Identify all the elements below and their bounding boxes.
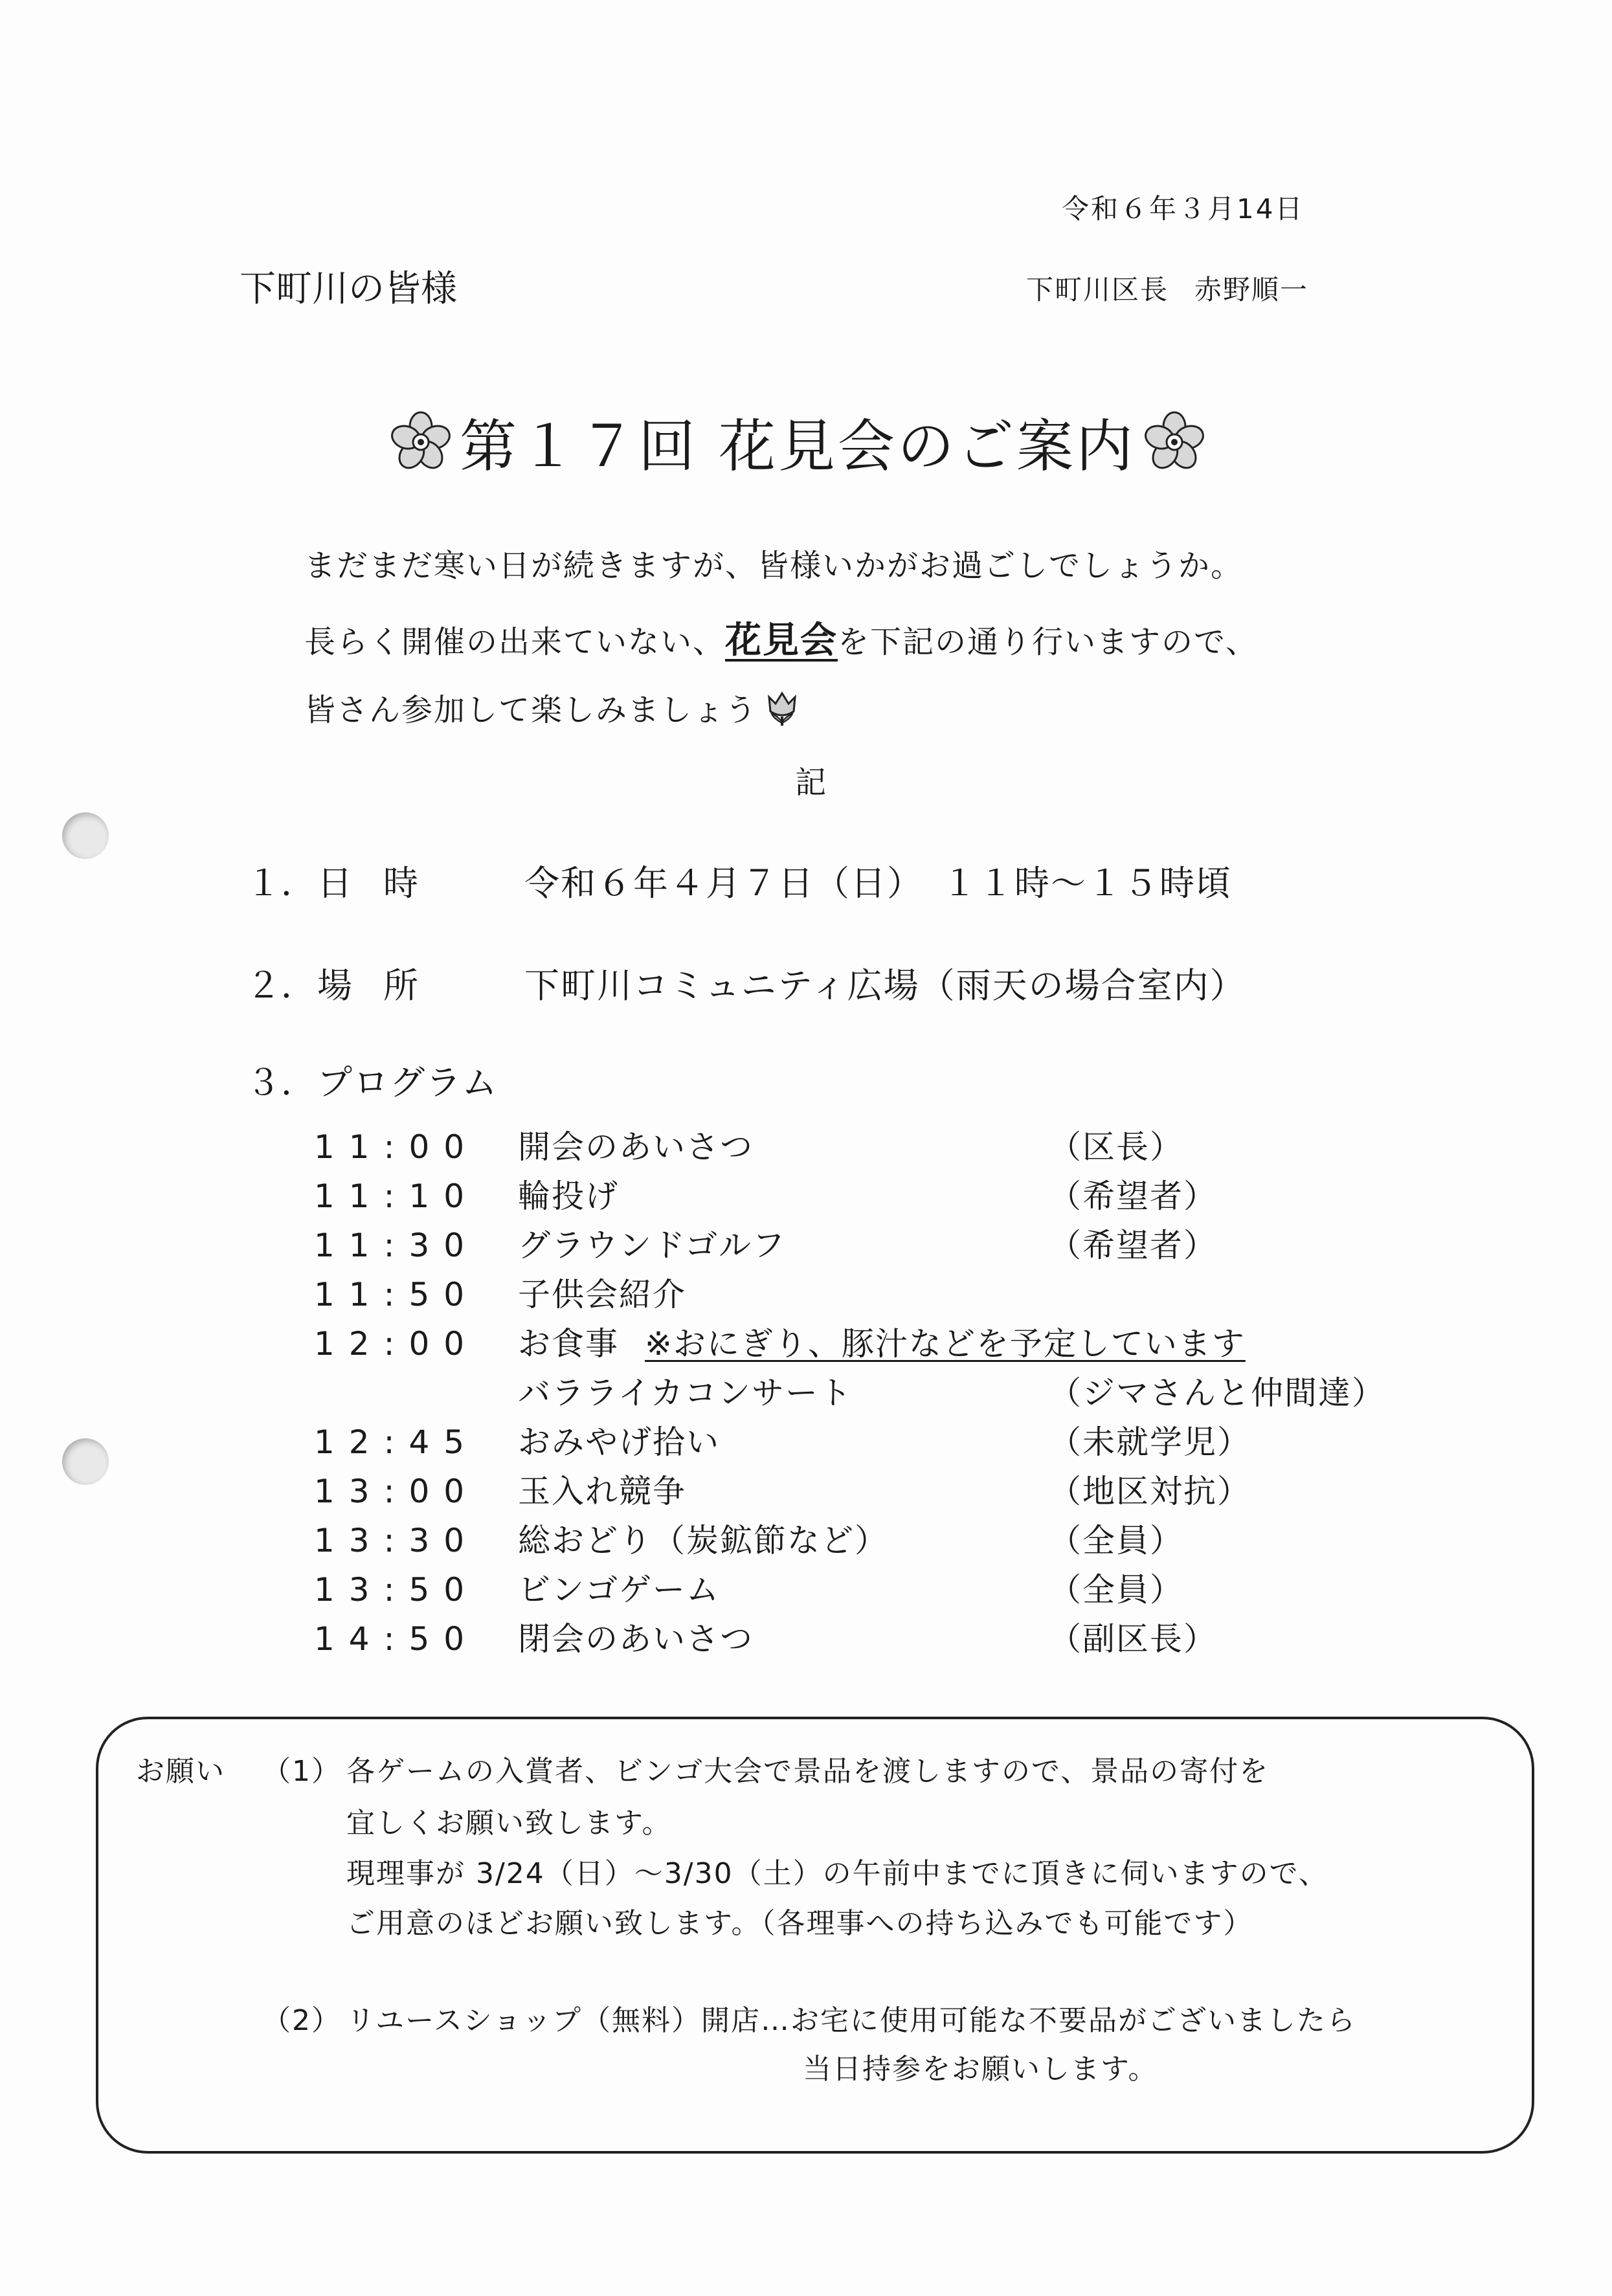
program-event-name: 閉会のあいさつ xyxy=(518,1620,754,1658)
notice-item-1-line-3: 現理事が 3/24（日）～3/30（土）の午前中までに頂きに伺いますので、 xyxy=(346,1857,1328,1890)
program-event-name: おみやげ拾い xyxy=(518,1423,720,1461)
program-event-name: 玉入れ競争 xyxy=(518,1473,686,1510)
program-participants: （希望者） xyxy=(1049,1227,1217,1264)
notice-item-2-line-1: リユースショップ（無料）開店…お宅に使用可能な不要品がございましたら xyxy=(346,2004,1357,2037)
program-event-name: お食事 xyxy=(518,1325,619,1363)
item-label: 日時 xyxy=(317,863,449,904)
program-time: 11:10 xyxy=(314,1177,479,1215)
item-number: ２． xyxy=(246,965,316,1006)
sender-name: 赤野順一 xyxy=(1194,274,1309,306)
punch-hole-lower xyxy=(62,1438,109,1485)
program-event xyxy=(518,1620,754,1658)
notice-item-1-line-1: 各ゲームの入賞者、ビンゴ大会で景品を渡しますので、景品の寄付を xyxy=(346,1755,1270,1788)
program-event-note: ※おにぎり、豚汁などを予定しています xyxy=(645,1325,1246,1363)
program-time: 13:30 xyxy=(314,1522,479,1559)
program-time: 13:50 xyxy=(314,1571,479,1609)
punch-hole-upper xyxy=(62,812,109,859)
tulip-icon xyxy=(763,688,801,727)
program-event-name: バラライカコンサート xyxy=(518,1374,853,1412)
item-value: 令和６年４月７日（日） １１時～１５時頃 xyxy=(524,863,1232,904)
program-event xyxy=(518,1324,1246,1363)
program-participants: （副区長） xyxy=(1049,1620,1217,1658)
program-time: 12:00 xyxy=(314,1325,479,1363)
program-event xyxy=(518,1472,686,1511)
item-datetime xyxy=(246,856,1232,906)
notice-item-1-line-4: ご用意のほどお願い致します。（各理事への持ち込みでも可能です） xyxy=(346,1907,1253,1940)
intro-text: 長らく開催の出来ていない、 xyxy=(304,624,726,660)
program-event-name: 子供会紹介 xyxy=(518,1276,686,1313)
program-event-name: グラウンドゴルフ xyxy=(518,1227,786,1264)
cherry-blossom-icon xyxy=(388,410,453,474)
notice-label: お願い xyxy=(136,1755,225,1788)
page-title xyxy=(388,401,1207,483)
program-participants: （地区対抗） xyxy=(1049,1473,1251,1510)
item-label: プログラム xyxy=(317,1062,498,1103)
intro-line-3 xyxy=(304,685,801,730)
program-time: 11:50 xyxy=(314,1276,479,1313)
program-event xyxy=(518,1226,786,1265)
document-date: 令和６年３月14日 xyxy=(1062,193,1304,225)
intro-text: を下記の通り行いますので、 xyxy=(838,624,1259,660)
sender xyxy=(1026,269,1308,307)
intro-text: 皆さん参加して楽しみましょう xyxy=(304,692,758,728)
program-time: 12:45 xyxy=(314,1423,479,1461)
program-participants: （ジマさんと仲間達） xyxy=(1049,1374,1385,1412)
program-time: 11:30 xyxy=(314,1227,479,1264)
program-participants: （区長） xyxy=(1049,1128,1183,1166)
program-event-name: 開会のあいさつ xyxy=(518,1128,754,1166)
notice-item-1-number: （1） xyxy=(262,1755,341,1788)
program-event xyxy=(518,1177,619,1216)
sender-title: 下町川区長 xyxy=(1026,274,1169,306)
program-event xyxy=(518,1423,720,1462)
item-program xyxy=(246,1055,498,1105)
program-participants: （未就学児） xyxy=(1049,1423,1251,1461)
title-text: 第１７回 花見会のご案内 xyxy=(460,413,1136,480)
addressee: 下町川の皆様 xyxy=(240,268,457,310)
program-event xyxy=(518,1128,754,1166)
intro-line-2 xyxy=(304,612,1258,663)
program-event-name: 総おどり（炭鉱節など） xyxy=(518,1522,888,1559)
program-participants: （希望者） xyxy=(1049,1177,1217,1215)
notice-item-2-line-2: 当日持参をお願いします。 xyxy=(803,2053,1158,2086)
event-name-emphasis: 花見会 xyxy=(725,619,838,662)
item-place xyxy=(246,958,1246,1008)
program-event xyxy=(518,1521,888,1560)
program-event xyxy=(518,1275,686,1314)
program-event-name: 輪投げ xyxy=(518,1177,619,1215)
program-time: 13:00 xyxy=(314,1473,479,1510)
program-time: 11:00 xyxy=(314,1128,479,1166)
program-participants: （全員） xyxy=(1049,1522,1183,1559)
item-label: 場所 xyxy=(317,965,449,1006)
program-participants: （全員） xyxy=(1049,1571,1183,1609)
program-event-name: ビンゴゲーム xyxy=(518,1571,720,1609)
program-event xyxy=(518,1374,853,1412)
item-value: 下町川コミュニティ広場（雨天の場合室内） xyxy=(524,965,1246,1006)
program-time: 14:50 xyxy=(314,1620,479,1658)
item-number: ３． xyxy=(246,1062,316,1103)
ki-heading: 記 xyxy=(795,764,827,801)
notice-item-2-number: （2） xyxy=(262,2004,341,2037)
item-number: １． xyxy=(246,863,316,904)
intro-line-1: まだまだ寒い日が続きますが、皆様いかがお過ごしでしょうか。 xyxy=(304,548,1244,584)
cherry-blossom-icon xyxy=(1142,410,1207,474)
notice-item-1-line-2: 宜しくお願い致します。 xyxy=(346,1807,672,1840)
program-event xyxy=(518,1570,720,1609)
